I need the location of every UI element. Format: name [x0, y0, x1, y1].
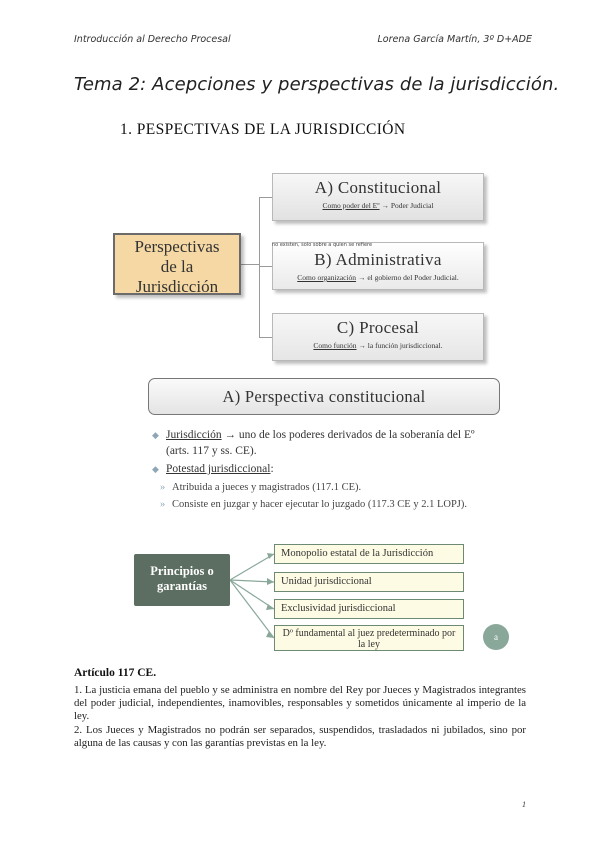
handwritten-note: no existen, solo sobre a quien se refiere	[272, 242, 373, 248]
dash-bullet-icon: »	[160, 498, 166, 510]
option-prefix: Como organización	[297, 273, 357, 282]
connector	[259, 197, 260, 338]
dash-bullet-icon: »	[160, 481, 166, 493]
principle-item: Monopolio estatal de la Jurisdicción	[274, 544, 464, 564]
option-administrativa	[272, 242, 484, 290]
article-paragraph-1: 1. La justicia emana del pueblo y se administra en nombre del Rey por Jueces y Magistrados integrantes del poder judicial, independientes, inamovibles, responsables y sometidos únicamente al imperio de la ley.	[74, 684, 526, 722]
perspectives-box	[113, 233, 241, 295]
bullet-label: Jurisdicción	[166, 429, 222, 441]
option-title: B) Administrativa	[314, 250, 442, 269]
bullet-potestad	[150, 462, 500, 478]
main-line: Jurisdicción	[135, 277, 219, 296]
sub-bullet	[150, 481, 500, 495]
article-paragraph-2: 2. Los Jueces y Magistrados no podrán ser separados, suspendidos, trasladados ni jubilados, sino por alguna de las causas y con las garantías previstas en la ley.	[74, 724, 526, 749]
arrow: →	[224, 429, 236, 441]
perspectives-diagram	[110, 168, 490, 358]
main-line: Perspectivas	[134, 237, 220, 256]
page-title: Tema 2: Acepciones y perspectivas de la jurisdicción.	[74, 74, 560, 95]
option-suffix: el gobierno del Poder Judicial.	[367, 273, 459, 282]
main-line: de la	[160, 257, 194, 276]
perspective-bullets	[150, 428, 500, 512]
perspective-heading: A) Perspectiva constitucional	[148, 378, 500, 415]
arrow: →	[381, 201, 389, 210]
bullet-colon: :	[270, 463, 274, 475]
bullet-text: uno de los poderes derivados de la soberanía del Eº (arts. 117 y ss. CE).	[166, 429, 475, 457]
diamond-bullet-icon: ◆	[152, 464, 159, 474]
section-title: 1. PESPECTIVAS DE LA JURISDICCIÓN	[120, 121, 406, 138]
option-constitucional	[272, 173, 484, 221]
article-title: Artículo 117 CE.	[74, 667, 157, 679]
option-suffix: Poder Judicial	[390, 201, 434, 210]
arrow: →	[358, 341, 366, 350]
connector	[241, 264, 259, 265]
page-number: 1	[522, 800, 526, 809]
principles-line: garantías	[157, 579, 207, 593]
arrow: →	[357, 273, 366, 282]
diamond-bullet-icon: ◆	[152, 430, 159, 440]
principle-item: Dº fundamental al juez predeterminado por la ley	[274, 625, 464, 651]
option-title: A) Constitucional	[314, 178, 442, 197]
bullet-jurisdiccion	[150, 428, 500, 459]
option-desc	[273, 273, 483, 282]
sub-bullet-text: Atribuida a jueces y magistrados (117.1 CE).	[172, 481, 362, 493]
bullet-label: Potestad jurisdiccional	[166, 463, 271, 475]
sub-bullet-text: Consiste en juzgar y hacer ejecutar lo juzgado (117.3 CE y 2.1 LOPJ).	[172, 498, 467, 510]
option-prefix: Como función	[313, 341, 357, 350]
option-suffix: la función jurisdiccional.	[367, 341, 443, 350]
option-title: C) Procesal	[336, 318, 420, 337]
option-procesal	[272, 313, 484, 361]
header-right: Lorena García Martín, 3º D+ADE	[377, 34, 532, 45]
principle-item: Unidad jurisdiccional	[274, 572, 464, 592]
option-desc	[273, 201, 483, 210]
principles-box	[134, 554, 230, 606]
principle-item: Exclusividad jurisdiccional	[274, 599, 464, 619]
header-left: Introducción al Derecho Procesal	[74, 34, 231, 45]
sub-bullet	[150, 498, 500, 512]
principles-line: Principios o	[150, 564, 214, 578]
connector	[259, 197, 272, 198]
option-prefix: Como poder del Eº	[322, 201, 380, 210]
badge-circle: a	[483, 624, 509, 650]
principles-diagram	[132, 540, 512, 660]
connector	[259, 266, 272, 267]
option-desc	[273, 341, 483, 350]
connector	[259, 337, 272, 338]
